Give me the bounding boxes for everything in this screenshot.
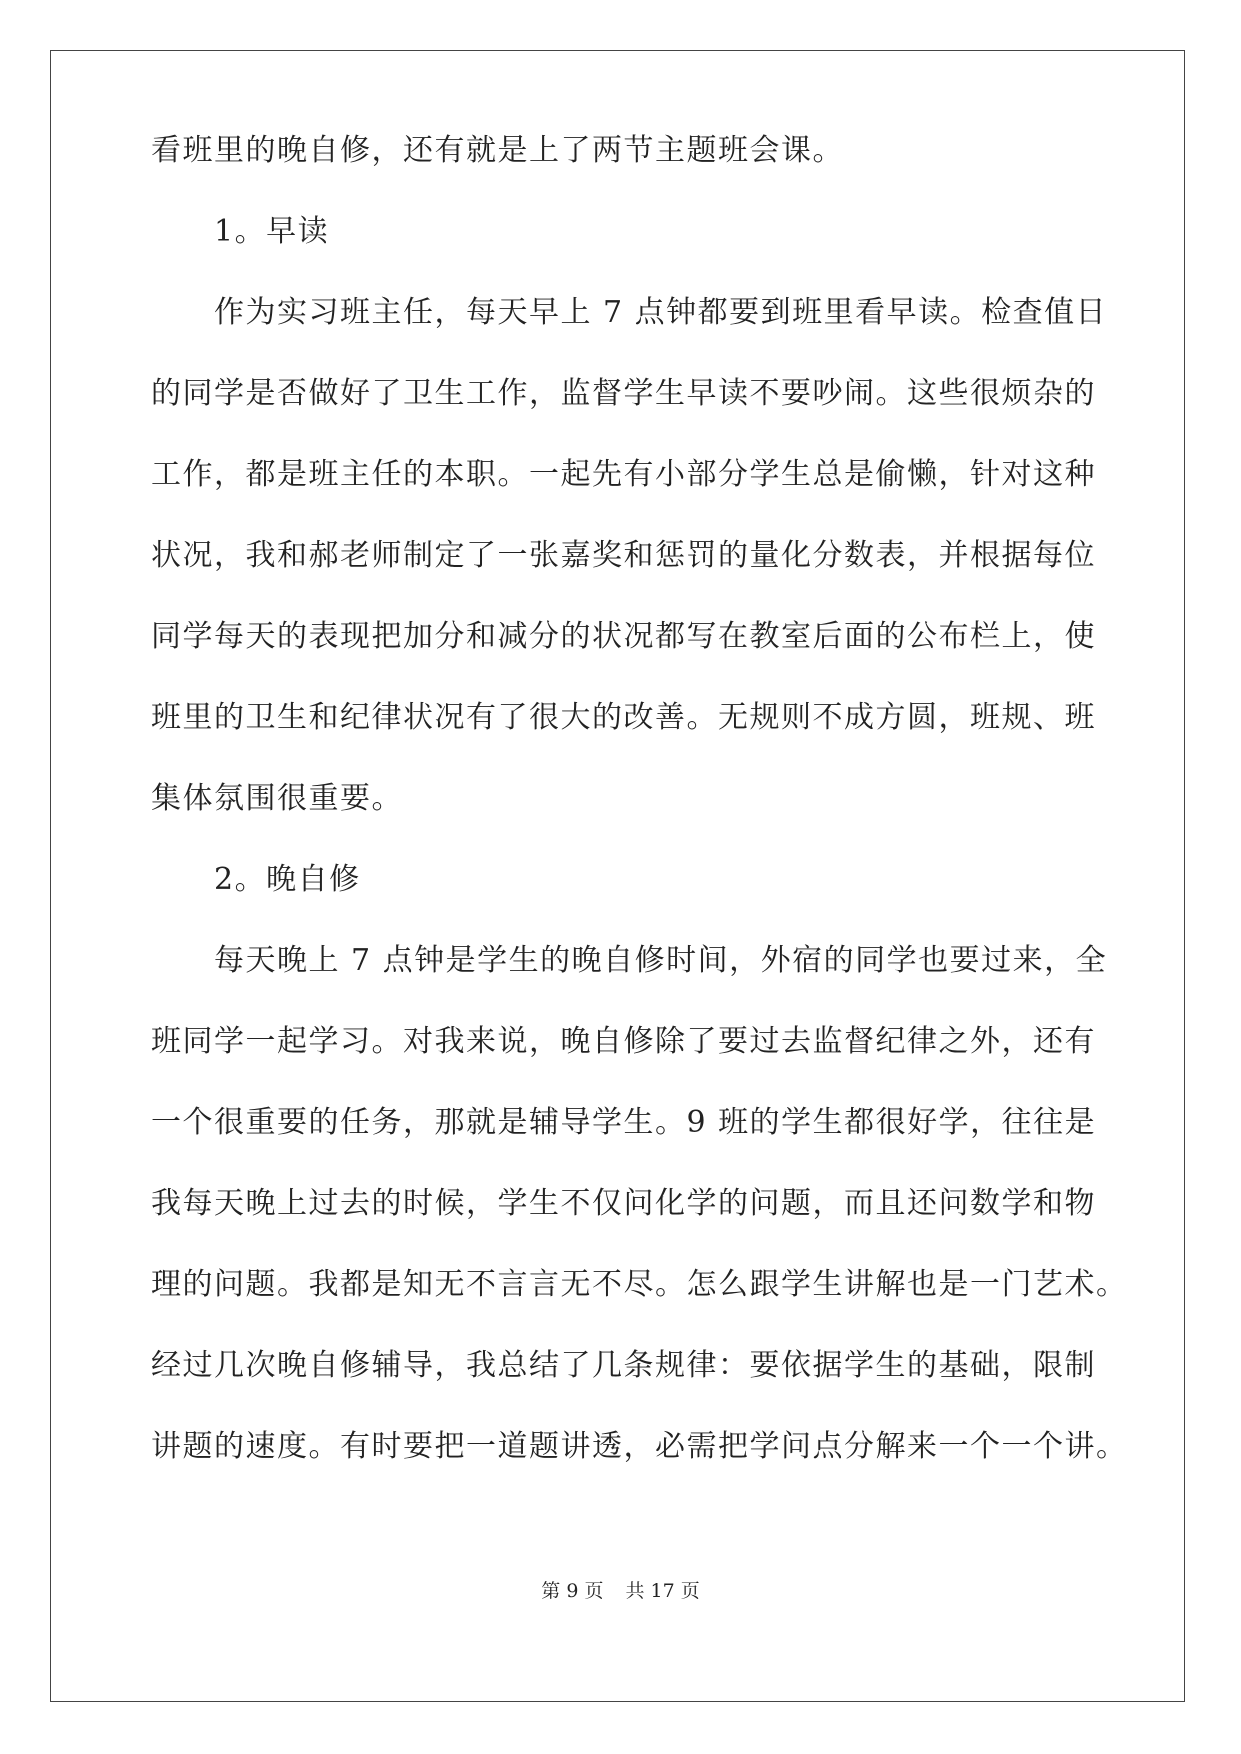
text-line: 班同学一起学习。对我来说，晚自修除了要过去监督纪律之外，还有 bbox=[151, 1024, 1096, 1059]
text-line: 每天晚上 7 点钟是学生的晚自修时间，外宿的同学也要过来，全 bbox=[214, 943, 1108, 978]
text-line: 工作，都是班主任的本职。一起先有小部分学生总是偷懒，针对这种 bbox=[151, 457, 1096, 492]
text-line: 集体氛围很重要。 bbox=[151, 781, 403, 816]
text-line: 我每天晚上过去的时候，学生不仅问化学的问题，而且还问数学和物 bbox=[151, 1186, 1096, 1221]
total-page-count: 共 17 页 bbox=[625, 1580, 700, 1602]
document-body bbox=[151, 133, 1128, 1527]
text-line: 班里的卫生和纪律状况有了很大的改善。无规则不成方圆，班规、班 bbox=[151, 700, 1096, 735]
text-line: 理的问题。我都是知无不言言无不尽。怎么跟学生讲解也是一门艺术。 bbox=[151, 1267, 1128, 1302]
section-heading-evening-study: 2。晚自修 bbox=[214, 862, 361, 897]
text-line: 经过几次晚自修辅导，我总结了几条规律：要依据学生的基础，限制 bbox=[151, 1348, 1096, 1383]
text-line: 的同学是否做好了卫生工作，监督学生早读不要吵闹。这些很烦杂的 bbox=[151, 376, 1096, 411]
text-line: 一个很重要的任务，那就是辅导学生。9 班的学生都很好学，往往是 bbox=[151, 1105, 1097, 1140]
text-line: 状况，我和郝老师制定了一张嘉奖和惩罚的量化分数表，并根据每位 bbox=[151, 538, 1096, 573]
page-footer bbox=[0, 1576, 1241, 1603]
current-page-number: 第 9 页 bbox=[541, 1580, 604, 1602]
text-line: 讲题的速度。有时要把一道题讲透，必需把学问点分解来一个一个讲。 bbox=[151, 1429, 1128, 1464]
text-line: 看班里的晚自修，还有就是上了两节主题班会课。 bbox=[151, 133, 844, 168]
text-line: 同学每天的表现把加分和减分的状况都写在教室后面的公布栏上，使 bbox=[151, 619, 1096, 654]
text-line: 作为实习班主任，每天早上 7 点钟都要到班里看早读。检查值日 bbox=[214, 295, 1108, 330]
section-heading-morning-reading: 1。早读 bbox=[214, 214, 330, 249]
